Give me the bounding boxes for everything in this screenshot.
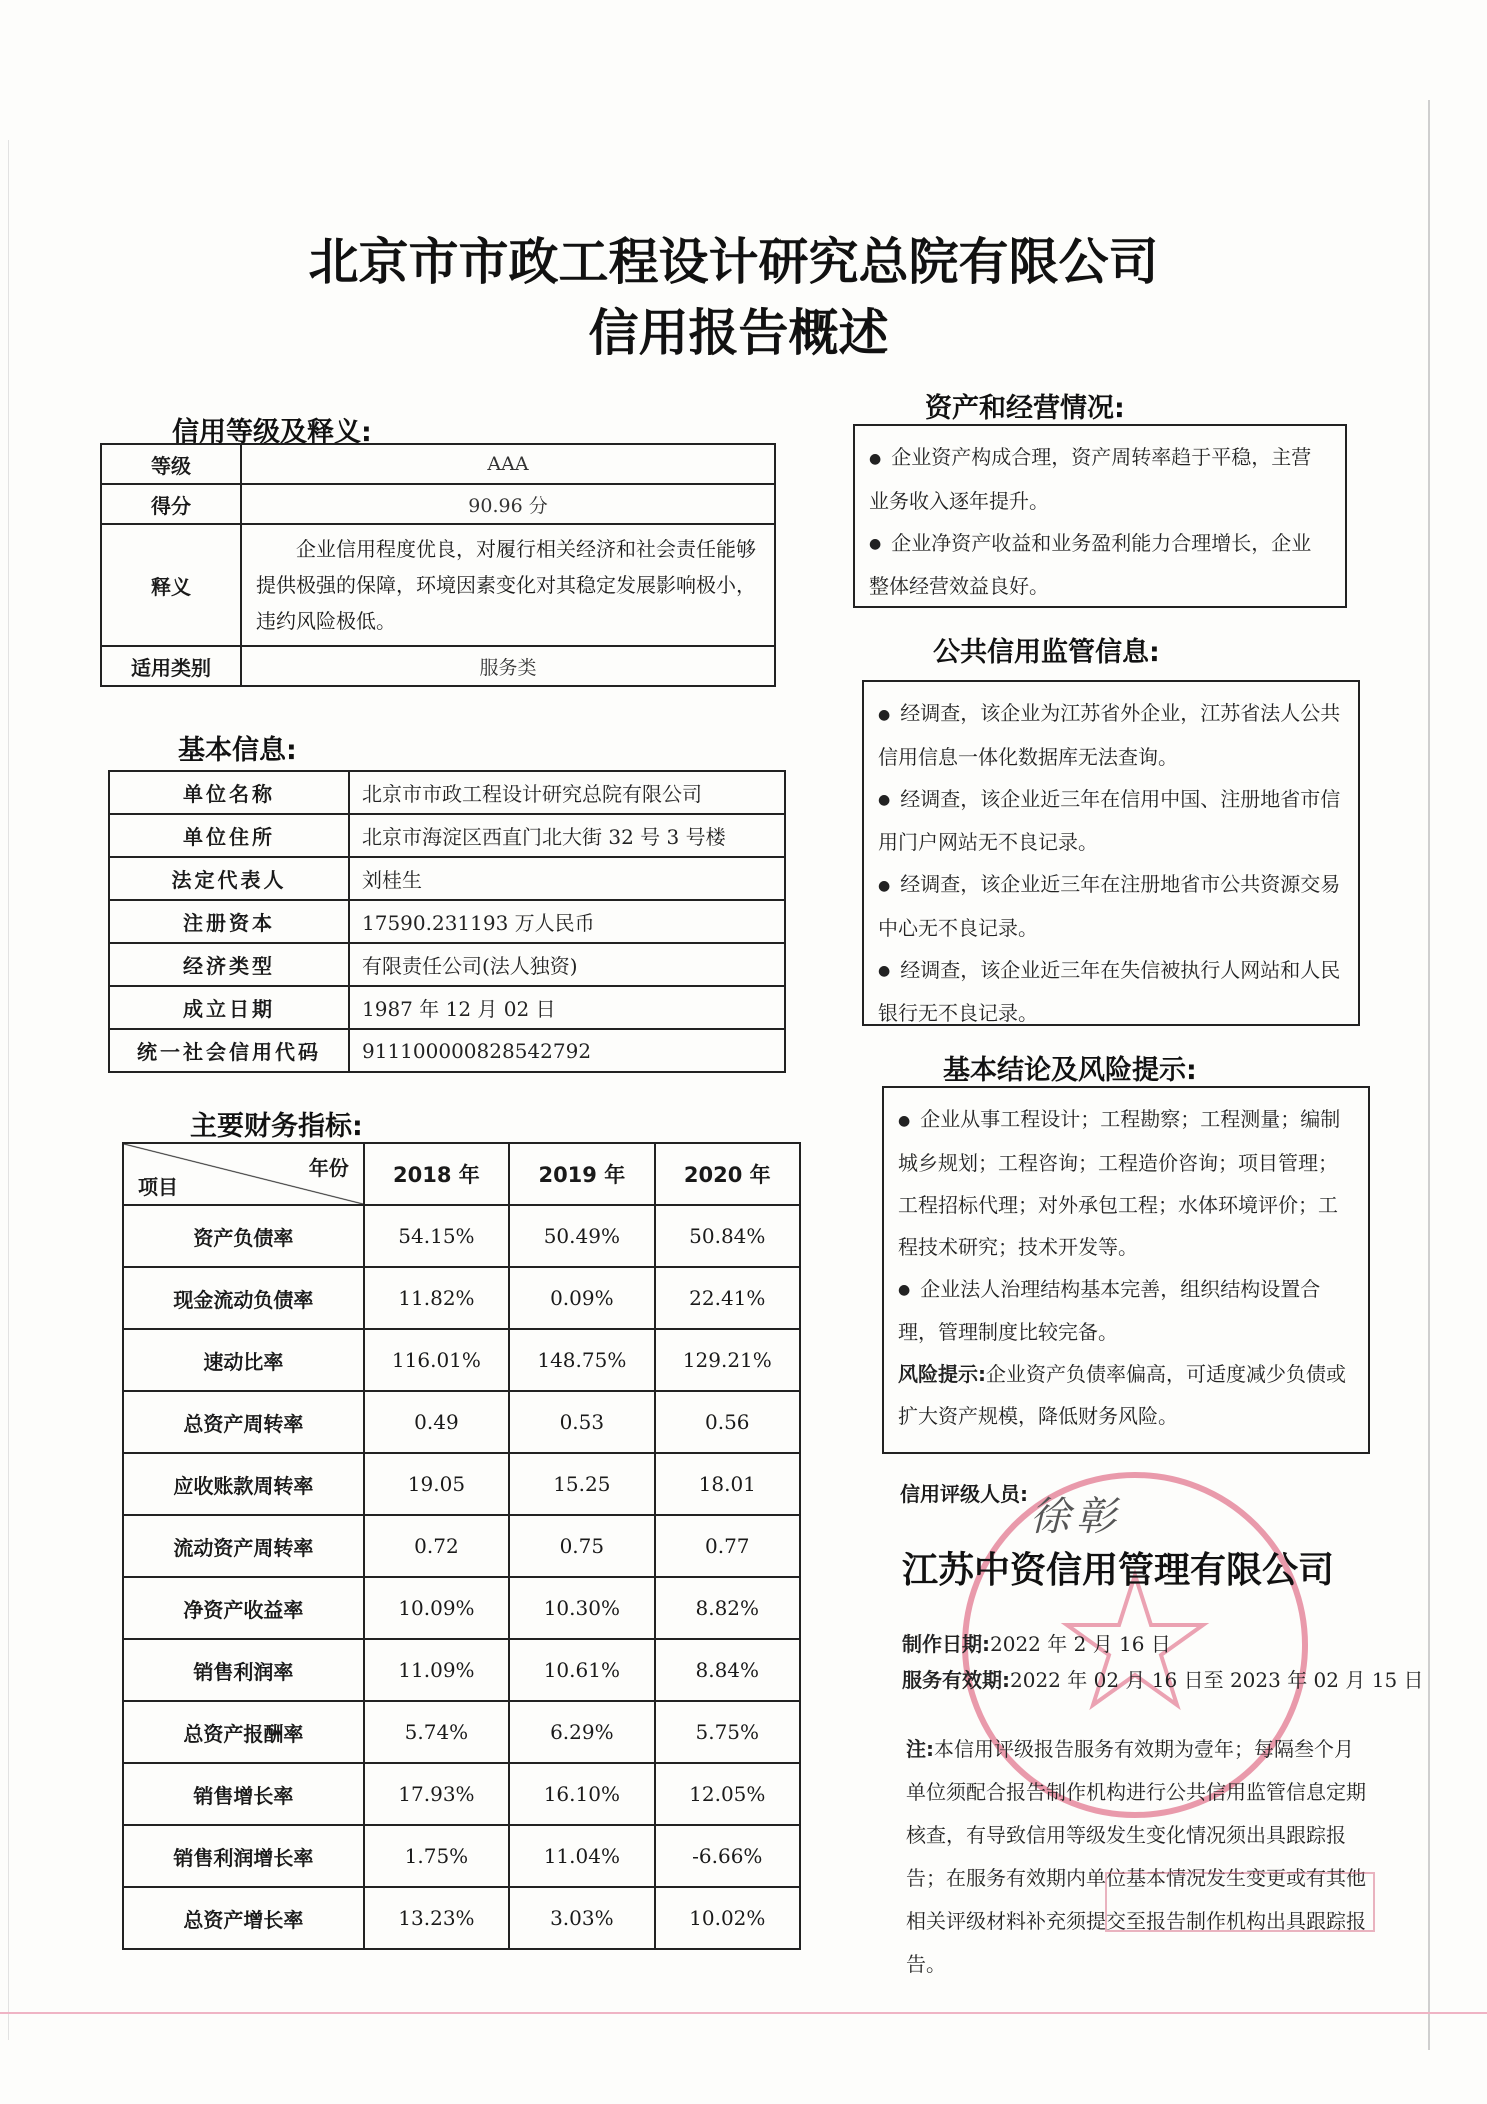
credit-grade-table bbox=[100, 443, 776, 687]
conclusion-item: ● 企业法人治理结构基本完善，组织结构设置合理，管理制度比较完备。 bbox=[898, 1276, 1321, 1344]
financial-item-label: 净资产收益率 bbox=[123, 1577, 364, 1639]
basic-info-row bbox=[109, 900, 785, 943]
financial-value: 0.49 bbox=[364, 1391, 509, 1453]
staff-signature: 徐彰 bbox=[1030, 1494, 1122, 1540]
year-header-2018: 2018 年 bbox=[364, 1143, 509, 1205]
conclusion-box bbox=[882, 1086, 1370, 1454]
financial-item-label: 流动资产周转率 bbox=[123, 1515, 364, 1577]
financial-value: 0.75 bbox=[509, 1515, 654, 1577]
public-credit-item: ● 经调查，该企业近三年在注册地省市公共资源交易中心无不良记录。 bbox=[878, 872, 1341, 940]
financial-item-label: 总资产周转率 bbox=[123, 1391, 364, 1453]
financial-value: 0.09% bbox=[509, 1267, 654, 1329]
financial-value: 8.82% bbox=[655, 1577, 800, 1639]
financial-value: 0.77 bbox=[655, 1515, 800, 1577]
basic-info-table bbox=[108, 770, 786, 1073]
rating-staff-label: 信用评级人员: bbox=[900, 1482, 1028, 1506]
bullet-icon: ● bbox=[869, 450, 882, 467]
financial-row bbox=[123, 1577, 800, 1639]
basic-info-row bbox=[109, 814, 785, 857]
financial-value: 18.01 bbox=[655, 1453, 800, 1515]
basic-info-value: 刘桂生 bbox=[349, 857, 785, 900]
basic-info-value: 有限责任公司(法人独资) bbox=[349, 943, 785, 986]
financial-value: 3.03% bbox=[509, 1887, 654, 1949]
bullet-icon: ● bbox=[898, 1282, 911, 1298]
financial-value: 116.01% bbox=[364, 1329, 509, 1391]
financial-value: 10.30% bbox=[509, 1577, 654, 1639]
footer-note bbox=[906, 1728, 1366, 1986]
meaning-value: 企业信用程度优良，对履行相关经济和社会责任能够提供极强的保障，环境因素变化对其稳定发展影响极小，违约风险极低。 bbox=[241, 524, 775, 646]
bullet-icon: ● bbox=[898, 1112, 911, 1129]
financial-item-label: 资产负债率 bbox=[123, 1205, 364, 1267]
financial-row bbox=[123, 1701, 800, 1763]
basic-info-row bbox=[109, 943, 785, 986]
financial-corner-cell bbox=[123, 1143, 364, 1205]
grade-value: AAA bbox=[241, 444, 775, 484]
financial-value: 12.05% bbox=[655, 1763, 800, 1825]
financial-value: 11.04% bbox=[509, 1825, 654, 1887]
bullet-icon: ● bbox=[878, 877, 891, 894]
basic-info-label: 经济类型 bbox=[109, 943, 349, 986]
made-date: 2022 年 2 月 16 日 bbox=[990, 1632, 1171, 1656]
rating-company: 江苏中资信用管理有限公司 bbox=[902, 1550, 1335, 1591]
corner-year-label: 年份 bbox=[308, 1156, 349, 1180]
valid-date-line: 服务有效期:2022 年 02 月 16 日至 2023 年 02 月 15 日 bbox=[902, 1668, 1424, 1692]
financial-value: 0.56 bbox=[655, 1391, 800, 1453]
document-subtitle: 信用报告概述 bbox=[588, 304, 889, 362]
meaning-label: 释义 bbox=[101, 524, 241, 646]
basic-info-value: 北京市海淀区西直门北大街 32 号 3 号楼 bbox=[349, 814, 785, 857]
basic-info-value: 911100000828542792 bbox=[349, 1029, 785, 1072]
financial-value: 11.82% bbox=[364, 1267, 509, 1329]
contact-stamp bbox=[1105, 1872, 1375, 1932]
financial-value: 17.93% bbox=[364, 1763, 509, 1825]
financial-row bbox=[123, 1267, 800, 1329]
financial-value: 16.10% bbox=[509, 1763, 654, 1825]
financial-row bbox=[123, 1453, 800, 1515]
financial-item-label: 总资产增长率 bbox=[123, 1887, 364, 1949]
basic-info-label: 成立日期 bbox=[109, 986, 349, 1029]
financial-row bbox=[123, 1763, 800, 1825]
financial-value: 148.75% bbox=[509, 1329, 654, 1391]
bullet-icon: ● bbox=[878, 706, 891, 723]
grade-label: 等级 bbox=[101, 444, 241, 484]
financial-value: 5.74% bbox=[364, 1701, 509, 1763]
financial-value: 10.02% bbox=[655, 1887, 800, 1949]
financial-value: 6.29% bbox=[509, 1701, 654, 1763]
basic-info-label: 注册资本 bbox=[109, 900, 349, 943]
financial-value: 129.21% bbox=[655, 1329, 800, 1391]
financial-value: 11.09% bbox=[364, 1639, 509, 1701]
risk-note bbox=[898, 1353, 1354, 1437]
public-credit-item: ● 经调查，该企业近三年在失信被执行人网站和人民银行无不良记录。 bbox=[878, 957, 1341, 1025]
financial-item-label: 速动比率 bbox=[123, 1329, 364, 1391]
financial-item-label: 销售利润率 bbox=[123, 1639, 364, 1701]
category-value: 服务类 bbox=[241, 646, 775, 686]
financial-item-label: 现金流动负债率 bbox=[123, 1267, 364, 1329]
financial-value: 10.61% bbox=[509, 1639, 654, 1701]
note-label: 注: bbox=[906, 1737, 934, 1761]
public-credit-heading: 公共信用监管信息: bbox=[933, 637, 1160, 668]
page-edge-left bbox=[8, 140, 9, 2040]
risk-text: 企业资产负债率偏高，可适度减少负债或扩大资产规模，降低财务风险。 bbox=[898, 1362, 1346, 1428]
financial-row bbox=[123, 1329, 800, 1391]
financial-row bbox=[123, 1887, 800, 1949]
financial-value: 13.23% bbox=[364, 1887, 509, 1949]
financial-value: 0.72 bbox=[364, 1515, 509, 1577]
basic-info-label: 法定代表人 bbox=[109, 857, 349, 900]
conclusion-heading: 基本结论及风险提示: bbox=[943, 1055, 1197, 1086]
category-label: 适用类别 bbox=[101, 646, 241, 686]
basic-info-label: 单位名称 bbox=[109, 771, 349, 814]
page-edge-right bbox=[1428, 100, 1430, 2050]
year-header-2020: 2020 年 bbox=[655, 1143, 800, 1205]
financial-item-label: 销售利润增长率 bbox=[123, 1825, 364, 1887]
note-text: 本信用评级报告服务有效期为壹年；每隔叁个月单位须配合报告制作机构进行公共信用监管信息定期核查，有导致信用等级发生变化情况须出具跟踪报告；在服务有效期内单位基本情况发生变更或有其他相关评级材料补充须提交至报告制作机构出具跟踪报告。 bbox=[906, 1737, 1366, 1976]
basic-info-label: 单位住所 bbox=[109, 814, 349, 857]
public-credit-item: ● 经调查，该企业近三年在信用中国、注册地省市信用门户网站无不良记录。 bbox=[878, 786, 1341, 854]
financial-row bbox=[123, 1205, 800, 1267]
scan-line bbox=[0, 2012, 1487, 2014]
financial-value: 50.49% bbox=[509, 1205, 654, 1267]
public-credit-box bbox=[862, 680, 1360, 1026]
financial-value: 0.53 bbox=[509, 1391, 654, 1453]
assets-box bbox=[853, 424, 1347, 608]
bullet-icon: ● bbox=[878, 792, 891, 808]
document-title: 北京市市政工程设计研究总院有限公司 bbox=[308, 233, 1159, 291]
made-date-line: 制作日期:2022 年 2 月 16 日 bbox=[902, 1632, 1171, 1656]
basic-info-value: 17590.231193 万人民币 bbox=[349, 900, 785, 943]
financial-value: 5.75% bbox=[655, 1701, 800, 1763]
basic-info-row bbox=[109, 1029, 785, 1072]
basic-info-value: 北京市市政工程设计研究总院有限公司 bbox=[349, 771, 785, 814]
basic-info-row bbox=[109, 986, 785, 1029]
assets-heading: 资产和经营情况: bbox=[925, 393, 1125, 424]
financial-value: -6.66% bbox=[655, 1825, 800, 1887]
public-credit-item: ● 经调查，该企业为江苏省外企业，江苏省法人公共信用信息一体化数据库无法查询。 bbox=[878, 701, 1341, 769]
financial-value: 19.05 bbox=[364, 1453, 509, 1515]
year-header-2019: 2019 年 bbox=[509, 1143, 654, 1205]
financial-table bbox=[122, 1142, 801, 1950]
bullet-icon: ● bbox=[878, 963, 891, 979]
financial-heading: 主要财务指标: bbox=[190, 1111, 363, 1142]
financial-item-label: 销售增长率 bbox=[123, 1763, 364, 1825]
basic-info-row bbox=[109, 857, 785, 900]
financial-value: 1.75% bbox=[364, 1825, 509, 1887]
financial-row bbox=[123, 1391, 800, 1453]
score-value: 90.96 分 bbox=[241, 484, 775, 524]
financial-item-label: 总资产报酬率 bbox=[123, 1701, 364, 1763]
financial-item-label: 应收账款周转率 bbox=[123, 1453, 364, 1515]
financial-row bbox=[123, 1639, 800, 1701]
corner-item-label: 项目 bbox=[138, 1175, 178, 1199]
financial-value: 50.84% bbox=[655, 1205, 800, 1267]
basic-info-label: 统一社会信用代码 bbox=[109, 1029, 349, 1072]
financial-row bbox=[123, 1515, 800, 1577]
financial-value: 8.84% bbox=[655, 1639, 800, 1701]
basic-info-row bbox=[109, 771, 785, 814]
financial-value: 54.15% bbox=[364, 1205, 509, 1267]
credit-grade-heading: 信用等级及释义: bbox=[172, 417, 372, 448]
assets-item: ● 企业净资产收益和业务盈利能力合理增长，企业整体经营效益良好。 bbox=[869, 530, 1312, 598]
financial-value: 22.41% bbox=[655, 1267, 800, 1329]
basic-info-value: 1987 年 12 月 02 日 bbox=[349, 986, 785, 1029]
financial-value: 10.09% bbox=[364, 1577, 509, 1639]
financial-value: 15.25 bbox=[509, 1453, 654, 1515]
basic-info-heading: 基本信息: bbox=[178, 735, 297, 766]
valid-range: 2022 年 02 月 16 日至 2023 年 02 月 15 日 bbox=[1010, 1668, 1424, 1692]
score-label: 得分 bbox=[101, 484, 241, 524]
financial-row bbox=[123, 1825, 800, 1887]
conclusion-item: ● 企业从事工程设计；工程勘察；工程测量；编制城乡规划；工程咨询；工程造价咨询；项目管理；工程招标代理；对外承包工程；水体环境评价；工程技术研究；技术开发等。 bbox=[898, 1107, 1341, 1259]
bullet-icon: ● bbox=[869, 536, 882, 552]
risk-label: 风险提示: bbox=[898, 1362, 986, 1386]
assets-item: ● 企业资产构成合理，资产周转率趋于平稳，主营业务收入逐年提升。 bbox=[869, 445, 1312, 513]
